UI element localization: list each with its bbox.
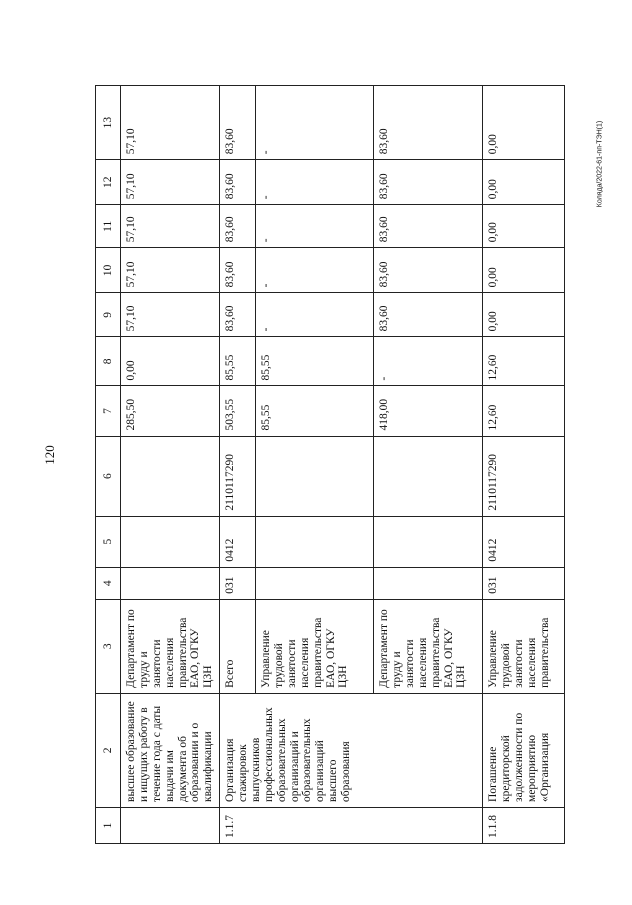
cell-target: 2110117290 (220, 436, 256, 516)
cell-name: Организация стажировок выпускников профессиональных образовательных организаций и образовательных организаций высшего образования (220, 693, 483, 807)
cell-no: 1.1.7 (220, 807, 483, 843)
cell-year: 57,10 (121, 205, 220, 248)
cell-target: 2110117290 (483, 436, 565, 516)
cell-section (256, 516, 374, 567)
cell-year: - (374, 337, 483, 386)
cell-year: 0,00 (121, 337, 220, 386)
cell-section: 0412 (220, 516, 256, 567)
cell-executor: Управление трудовой занятости населения правительства ЕАО, ОГКУ ЦЗН (256, 599, 374, 693)
table-row (220, 86, 256, 844)
table-row (121, 86, 220, 844)
cell-target (121, 436, 220, 516)
col-header: 5 (96, 516, 121, 567)
cell-year: 0,00 (483, 293, 565, 337)
cell-year: 85,55 (220, 337, 256, 386)
table-row (483, 86, 565, 844)
cell-year: 0,00 (483, 205, 565, 248)
cell-total: 285,50 (121, 386, 220, 436)
rotated-table-container (95, 85, 551, 844)
cell-target (374, 436, 483, 516)
cell-year: 85,55 (256, 337, 374, 386)
cell-year: - (256, 293, 374, 337)
cell-total: 85,55 (256, 386, 374, 436)
col-header: 11 (96, 205, 121, 248)
cell-executor: Департамент по труду и занятости населения правительства ЕАО, ОГКУ ЦЗН (121, 599, 220, 693)
col-header: 4 (96, 567, 121, 599)
cell-year: 83,60 (220, 205, 256, 248)
cell-executor: Управление трудовой занятости населения правительства (483, 599, 565, 693)
col-header: 6 (96, 436, 121, 516)
cell-name: высшее образование и ищущих работу в течение года с даты выдачи им документа об образовании и о квалификации (121, 693, 220, 807)
cell-year: 12,60 (483, 337, 565, 386)
cell-year: 83,60 (220, 160, 256, 205)
cell-year: - (256, 86, 374, 160)
cell-executor: Департамент по труду и занятости населения правительства ЕАО, ОГКУ ЦЗН (374, 599, 483, 693)
col-header: 12 (96, 160, 121, 205)
cell-total: 12,60 (483, 386, 565, 436)
cell-year: 0,00 (483, 248, 565, 293)
cell-year: 83,60 (220, 86, 256, 160)
cell-total: 418,00 (374, 386, 483, 436)
col-header: 8 (96, 337, 121, 386)
cell-grbs (121, 567, 220, 599)
cell-grbs: 031 (483, 567, 565, 599)
col-header: 7 (96, 386, 121, 436)
cell-year: 83,60 (374, 248, 483, 293)
cell-no (121, 807, 220, 843)
cell-year: 57,10 (121, 160, 220, 205)
cell-grbs (256, 567, 374, 599)
cell-year: 83,60 (220, 248, 256, 293)
cell-year: - (256, 160, 374, 205)
cell-year: 83,60 (220, 293, 256, 337)
table-rotation (95, 85, 551, 844)
cell-section (374, 516, 483, 567)
cell-grbs: 031 (220, 567, 256, 599)
cell-section: 0412 (483, 516, 565, 567)
cell-year: 0,00 (483, 86, 565, 160)
cell-year: - (256, 248, 374, 293)
cell-total: 503,55 (220, 386, 256, 436)
cell-year: 83,60 (374, 293, 483, 337)
cell-year: 57,10 (121, 293, 220, 337)
cell-name: Погашение кредиторской задолженности по мероприятию «Организация (483, 693, 565, 807)
document-stamp: Коляда/2022-61-пп-ТЭН(1) (596, 120, 604, 208)
page-number: 120 (42, 445, 57, 465)
cell-year: 83,60 (374, 86, 483, 160)
cell-year: 83,60 (374, 160, 483, 205)
col-header: 10 (96, 248, 121, 293)
col-header: 3 (96, 599, 121, 693)
cell-year: 57,10 (121, 248, 220, 293)
col-header: 2 (96, 693, 121, 807)
cell-year: 83,60 (374, 205, 483, 248)
table-header-row (96, 86, 121, 844)
cell-grbs (374, 567, 483, 599)
cell-year: 57,10 (121, 86, 220, 160)
budget-table (95, 85, 565, 844)
col-header: 9 (96, 293, 121, 337)
col-header: 1 (96, 807, 121, 843)
cell-target (256, 436, 374, 516)
cell-year: 0,00 (483, 160, 565, 205)
col-header: 13 (96, 86, 121, 160)
cell-executor: Всего (220, 599, 256, 693)
cell-year: - (256, 205, 374, 248)
cell-no: 1.1.8 (483, 807, 565, 843)
cell-section (121, 516, 220, 567)
